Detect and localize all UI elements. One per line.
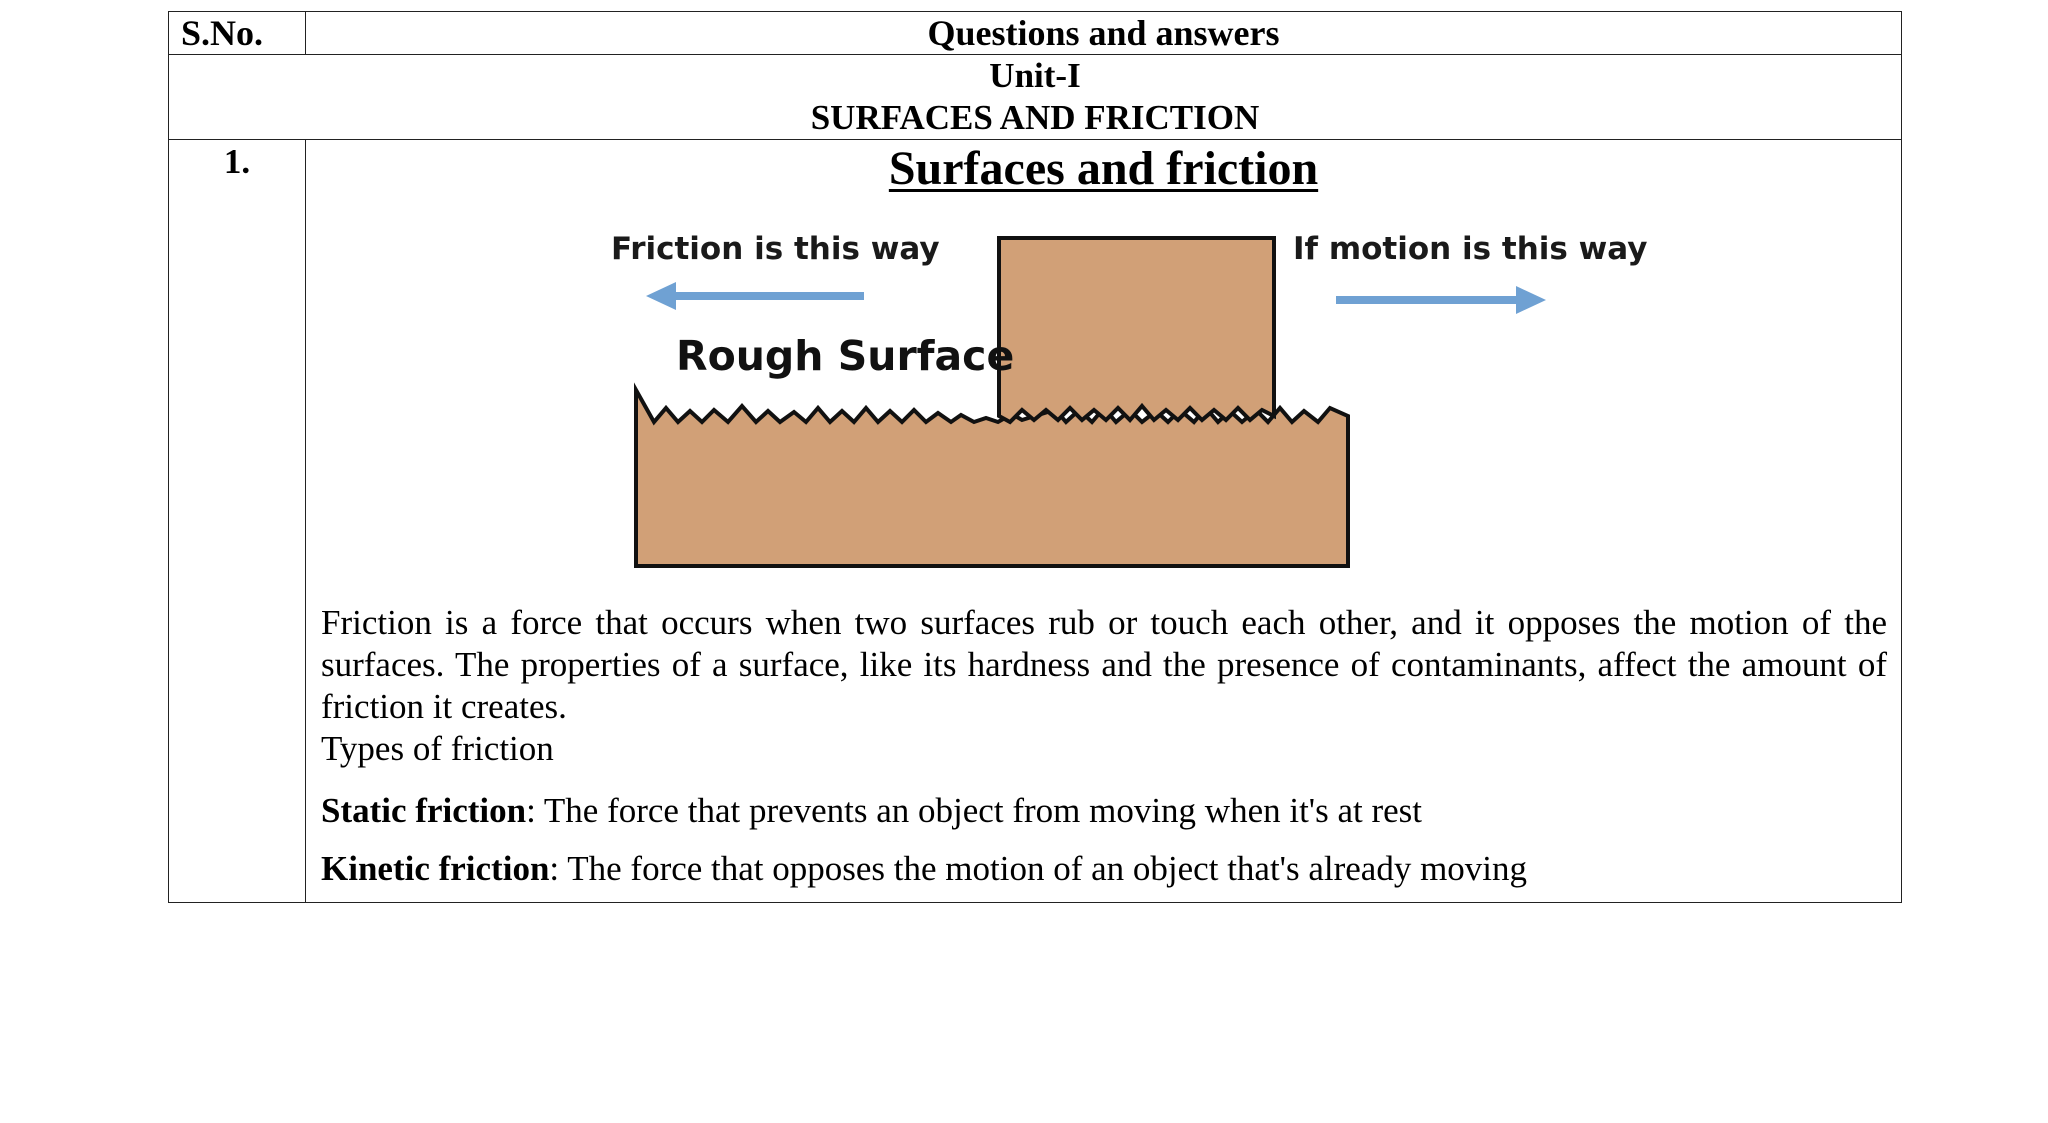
- unit-title: SURFACES AND FRICTION: [810, 98, 1260, 137]
- rough-ground-block: [636, 390, 1348, 566]
- static-friction-definition: [321, 790, 1422, 832]
- motion-direction-label: If motion is this way: [1293, 231, 1648, 267]
- kinetic-friction-term: Kinetic friction: [321, 849, 550, 888]
- answer-cell: [306, 140, 1902, 903]
- kinetic-friction-text: : The force that opposes the motion of an object that's already moving: [549, 849, 1528, 888]
- header-row: [169, 12, 1902, 55]
- sliding-block: [999, 238, 1274, 422]
- sno-header: S.No.: [169, 12, 306, 55]
- static-friction-text: : The force that prevents an object from moving when it's at rest: [526, 791, 1423, 830]
- static-friction-term: Static friction: [321, 791, 527, 830]
- motion-arrow-icon: [1336, 286, 1546, 314]
- definition-paragraph: Friction is a force that occurs when two surfaces rub or touch each other, and it opposes the motion of the surfaces. The properties of a surface, like its hardness and the presence of contaminants, affect the amount of friction it creates.: [321, 603, 1887, 726]
- friction-direction-label: Friction is this way: [611, 231, 940, 267]
- row-number: 1.: [169, 140, 306, 903]
- friction-diagram: [306, 140, 1806, 600]
- qa-table: [168, 11, 1902, 903]
- unit-number: Unit-I: [989, 56, 1081, 95]
- unit-heading: [169, 55, 1902, 140]
- question-row: [169, 140, 1902, 903]
- unit-row: [169, 55, 1902, 140]
- qa-header: Questions and answers: [306, 12, 1902, 55]
- kinetic-friction-definition: [321, 848, 1527, 890]
- friction-arrow-icon: [646, 282, 864, 310]
- section-title: Surfaces and friction: [888, 142, 1319, 195]
- types-heading: Types of friction: [321, 729, 554, 768]
- rough-surface-label: Rough Surface: [676, 332, 1015, 380]
